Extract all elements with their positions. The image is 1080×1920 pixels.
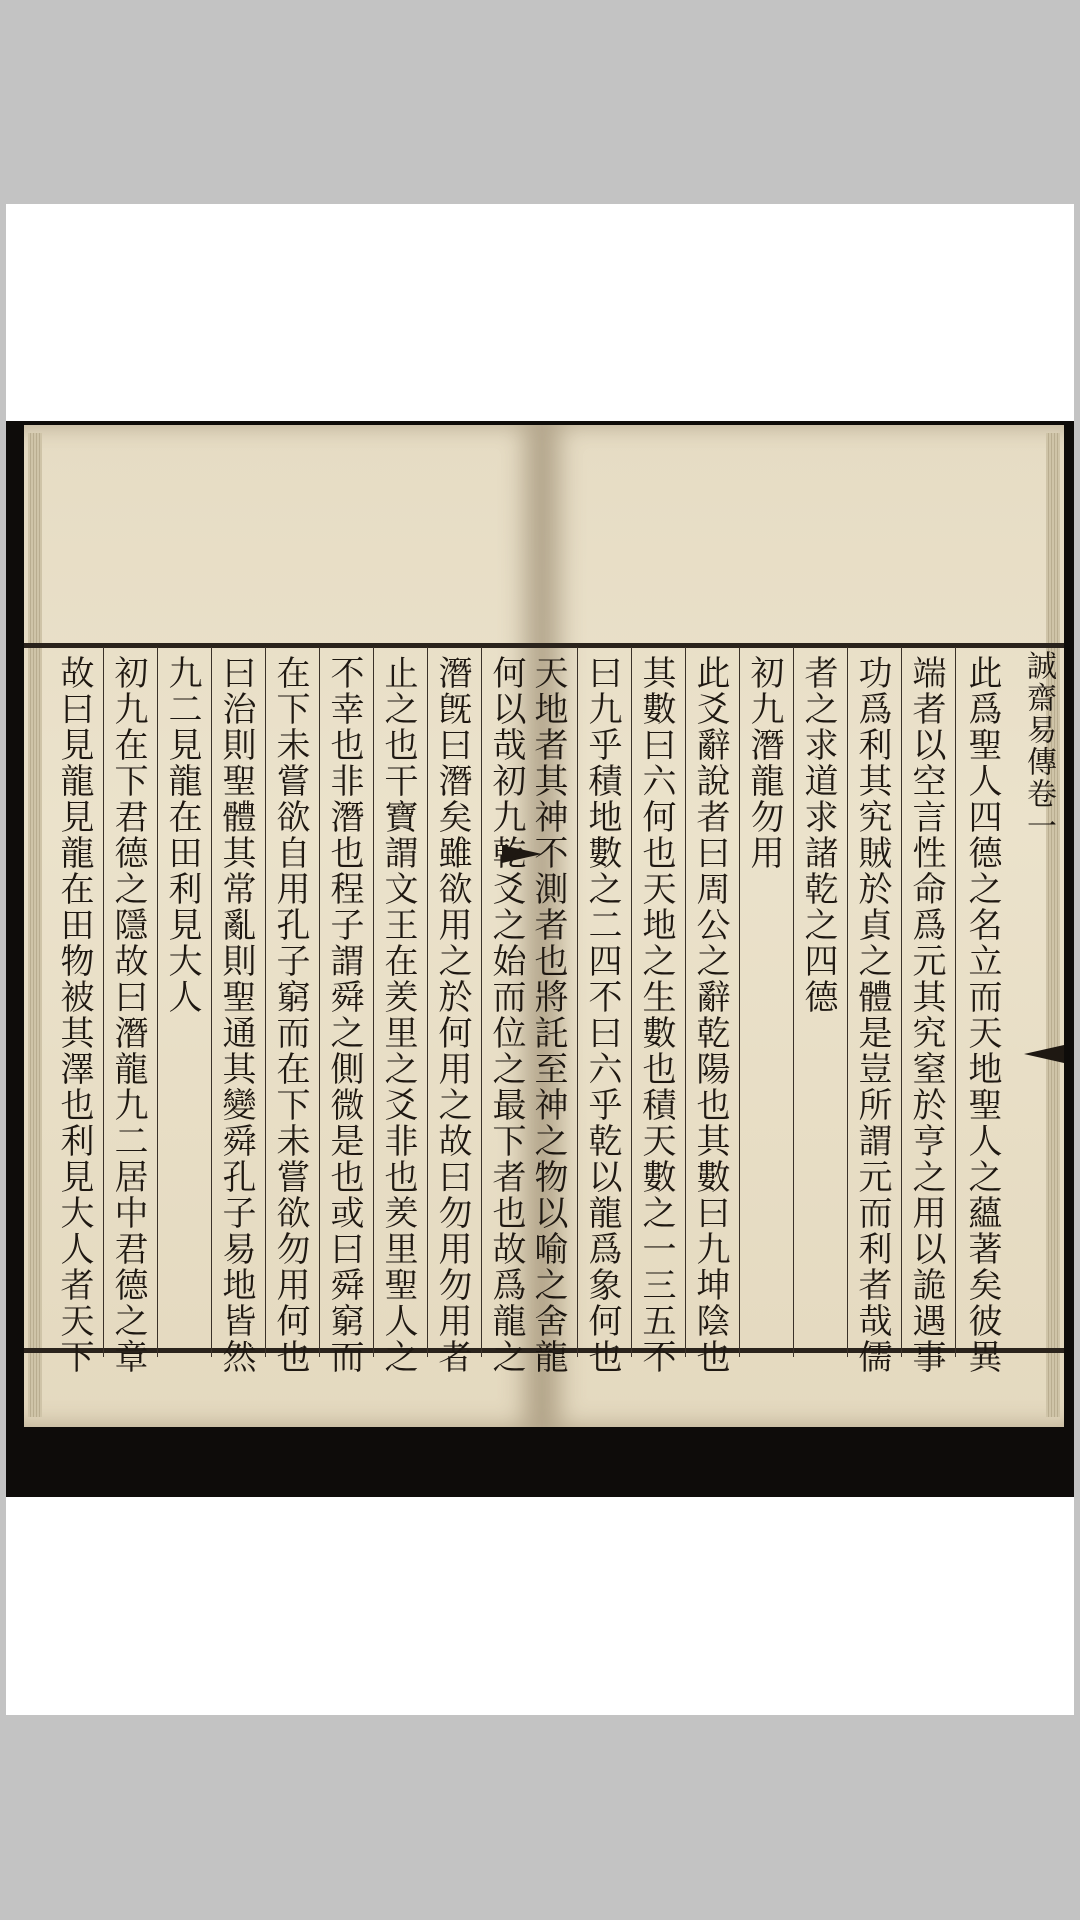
column-divider xyxy=(793,647,794,1357)
top-border xyxy=(542,643,1064,648)
column-divider xyxy=(685,647,686,1357)
book-title-heading: 誠齋易傳卷一 xyxy=(1021,650,1056,842)
text-column: 初九潛龍勿用 xyxy=(744,655,784,871)
text-column: 不幸也非潛也程子謂舜之側微是也或曰舜窮而 xyxy=(324,655,364,1375)
text-column: 何以哉初九乾爻之始而位之最下者也故爲龍之 xyxy=(486,655,526,1375)
text-column: 天地者其神不測者也將託至神之物以喻之舍龍 xyxy=(528,655,568,1375)
left-page xyxy=(24,425,542,1427)
column-divider xyxy=(157,647,158,1357)
text-column: 曰治則聖體其常亂則聖通其變舜孔子易地皆然 xyxy=(216,655,256,1375)
text-column: 曰九乎積地數之二四不曰六乎乾以龍爲象何也 xyxy=(582,655,622,1375)
text-column: 此爲聖人四德之名立而天地聖人之蘊著矣彼異 xyxy=(962,655,1002,1375)
column-divider xyxy=(373,647,374,1357)
text-column: 端者以空言性命爲元其究窒於亨之用以詭遇事 xyxy=(906,655,946,1375)
column-divider xyxy=(265,647,266,1357)
page-edge xyxy=(28,433,42,1417)
column-divider xyxy=(211,647,212,1357)
text-column: 功爲利其究賊於貞之體是豈所謂元而利者哉儒 xyxy=(852,655,892,1375)
text-column: 潛旣曰潛矣雖欲用之於何用之故曰勿用勿用者 xyxy=(432,655,472,1375)
book-photo xyxy=(6,421,1074,1497)
top-border xyxy=(24,643,542,648)
column-divider xyxy=(319,647,320,1357)
text-column: 者之求道求諸乾之四德 xyxy=(798,655,838,1015)
column-divider xyxy=(427,647,428,1357)
column-divider xyxy=(577,647,578,1357)
text-column: 在下未嘗欲自用孔子窮而在下未嘗欲勿用何也 xyxy=(270,655,310,1375)
text-column: 初九在下君德之隱故曰潛龍九二居中君德之章 xyxy=(108,655,148,1375)
column-divider xyxy=(847,647,848,1357)
text-column: 其數曰六何也天地之生數也積天數之一三五不 xyxy=(636,655,676,1375)
right-page xyxy=(528,425,1064,1427)
column-divider xyxy=(901,647,902,1357)
text-column: 故曰見龍見龍在田物被其澤也利見大人者天下 xyxy=(54,655,94,1375)
column-divider xyxy=(631,647,632,1357)
column-divider xyxy=(103,647,104,1357)
text-column: 九二見龍在田利見大人 xyxy=(162,655,202,1015)
text-column: 止之也干寶謂文王在羑里之爻非也羑里聖人之 xyxy=(378,655,418,1375)
column-divider xyxy=(955,647,956,1357)
column-divider xyxy=(739,647,740,1357)
text-column: 此爻辭說者曰周公之辭乾陽也其數曰九坤陰也 xyxy=(690,655,730,1375)
column-divider xyxy=(481,647,482,1357)
